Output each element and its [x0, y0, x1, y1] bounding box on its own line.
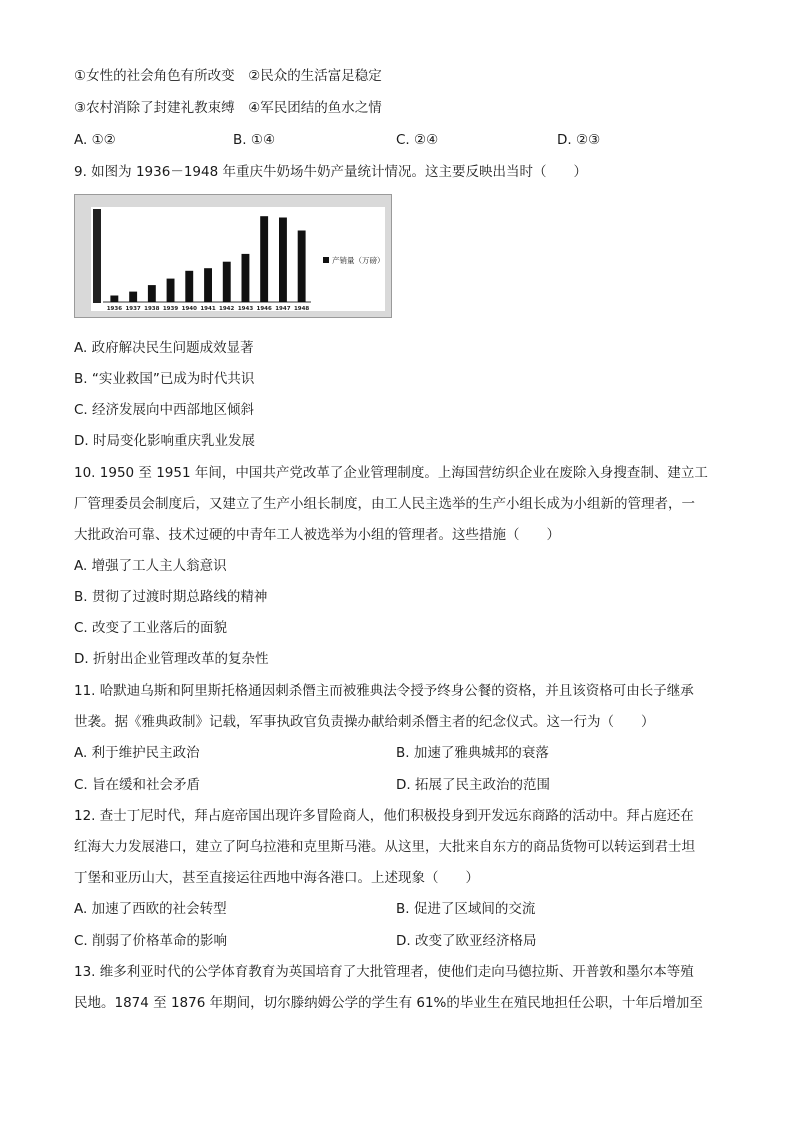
q8-choice-line-2: ③农村消除了封建礼教束缚 ④军民团结的鱼水之情	[74, 100, 382, 116]
q11-stem-line-1: 11. 哈默迪乌斯和阿里斯托格通因刺杀僭主而被雅典法令授予终身公餐的资格，并且该资格可由长子继承	[74, 683, 694, 699]
bar-1940	[185, 271, 193, 302]
q11-option-c[interactable]: C. 旨在缓和社会矛盾	[74, 777, 201, 793]
q12-stem-line-2: 红海大力发展港口，建立了阿乌拉港和克里斯马港。从这里，大批来自东方的商品货物可以转运到君士坦	[74, 839, 695, 855]
q12-stem-line-3: 丁堡和亚历山大，甚至直接运往西地中海各港口。上述现象（ ）	[74, 870, 479, 886]
x-tick-1937: 1937	[125, 306, 141, 312]
bar-1942	[223, 262, 231, 302]
x-tick-1942: 1942	[219, 306, 235, 312]
q12-option-a[interactable]: A. 加速了西欧的社会转型	[74, 901, 227, 917]
q8-option-c[interactable]: C. ②④	[396, 132, 439, 148]
q10-option-c[interactable]: C. 改变了工业落后的面貌	[74, 620, 228, 636]
q10-option-d[interactable]: D. 折射出企业管理改革的复杂性	[74, 651, 269, 667]
q11-option-d[interactable]: D. 拓展了民主政治的范围	[396, 777, 550, 793]
x-tick-1948: 1948	[293, 306, 310, 312]
bar-1947	[279, 218, 287, 303]
q10-stem-line-2: 厂管理委员会制度后，又建立了生产小组长制度，由工人民主选举的生产小组长成为小组新的管理者，一	[74, 496, 695, 512]
q12-option-b[interactable]: B. 促进了区域间的交流	[396, 901, 536, 917]
x-tick-1946: 1946	[256, 306, 272, 312]
q10-stem-line-3: 大批政治可靠、技术过硬的中青年工人被选举为小组的管理者。这些措施（ ）	[74, 527, 560, 543]
q9-option-d[interactable]: D. 时局变化影响重庆乳业发展	[74, 433, 255, 449]
chart-svg	[75, 195, 391, 317]
q10-option-b[interactable]: B. 贯彻了过渡时期总路线的精神	[74, 589, 268, 605]
q9-option-c[interactable]: C. 经济发展向中西部地区倾斜	[74, 402, 255, 418]
y-axis-strip	[93, 209, 101, 303]
q10-stem-line-1: 10. 1950 至 1951 年间，中国共产党改革了企业管理制度。上海国营纺织企业在废除入身搜查制、建立工	[74, 465, 708, 481]
bar-1948	[298, 231, 306, 303]
bar-1937	[129, 292, 137, 302]
x-tick-1943: 1943	[237, 306, 254, 312]
q8-option-d[interactable]: D. ②③	[557, 132, 601, 148]
q9-option-a[interactable]: A. 政府解决民生问题成效显著	[74, 340, 254, 356]
bar-1939	[167, 279, 175, 302]
bar-1946	[260, 216, 268, 302]
q11-option-b[interactable]: B. 加速了雅典城邦的衰落	[396, 745, 549, 761]
bar-1936	[110, 296, 118, 303]
x-tick-1938: 1938	[144, 306, 160, 312]
legend-swatch	[323, 257, 329, 263]
x-tick-1939: 1939	[162, 306, 179, 312]
q13-stem-line-2: 民地。1874 至 1876 年期间，切尔滕纳姆公学的学生有 61%的毕业生在殖民地担任公职，十年后增加至	[74, 995, 703, 1011]
x-tick-1947: 1947	[275, 306, 291, 312]
x-tick-1940: 1940	[181, 306, 197, 312]
q10-option-a[interactable]: A. 增强了工人主人翁意识	[74, 558, 227, 574]
q8-option-a[interactable]: A. ①②	[74, 132, 116, 148]
milk-production-chart	[74, 194, 392, 318]
q8-option-b[interactable]: B. ①④	[233, 132, 276, 148]
legend-label: 产销量（万磅）	[332, 256, 385, 265]
bar-1943	[242, 254, 250, 302]
q11-option-a[interactable]: A. 利于维护民主政治	[74, 745, 200, 761]
bar-1941	[204, 268, 212, 302]
q9-option-b[interactable]: B. “实业救国”已成为时代共识	[74, 371, 255, 387]
q11-stem-line-2: 世袭。据《雅典政制》记载，军事执政官负责操办献给刺杀僭主者的纪念仪式。这一行为（ ）	[74, 714, 655, 730]
q12-option-d[interactable]: D. 改变了欧亚经济格局	[396, 933, 537, 949]
q8-choice-line-1: ①女性的社会角色有所改变 ②民众的生活富足稳定	[74, 68, 382, 84]
q12-option-c[interactable]: C. 削弱了价格革命的影响	[74, 933, 228, 949]
q9-stem: 9. 如图为 1936－1948 年重庆牛奶场牛奶产量统计情况。这主要反映出当时（ ）	[74, 164, 587, 180]
x-tick-1936: 1936	[106, 306, 123, 312]
x-tick-1941: 1941	[200, 306, 216, 312]
q13-stem-line-1: 13. 维多利亚时代的公学体育教育为英国培育了大批管理者，使他们走向马德拉斯、开普敦和墨尔本等殖	[74, 964, 694, 980]
q12-stem-line-1: 12. 查士丁尼时代，拜占庭帝国出现许多冒险商人，他们积极投身到开发远东商路的活动中。拜占庭还在	[74, 808, 694, 824]
bar-1938	[148, 285, 156, 302]
